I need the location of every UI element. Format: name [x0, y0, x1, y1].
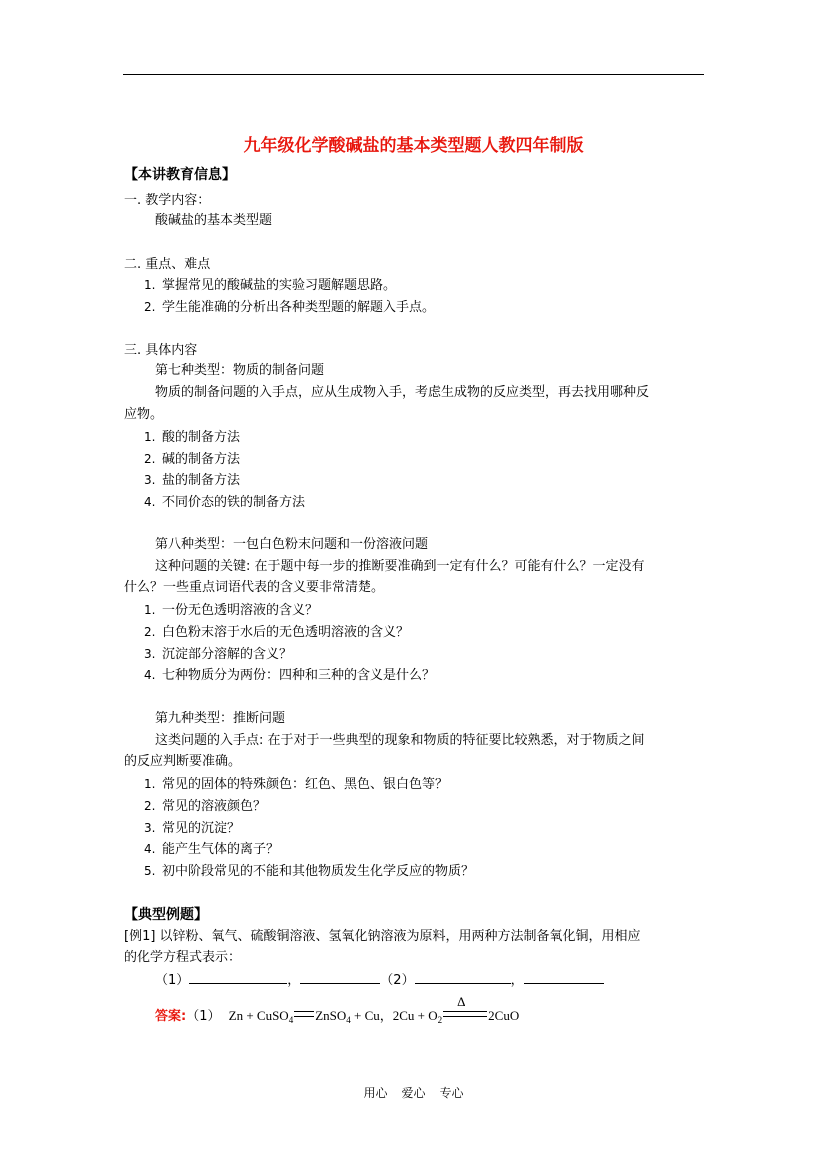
- list-item: 2. 常见的溶液颜色？: [144, 799, 267, 814]
- example1-question: [例1] 以锌粉、氧气、硫酸铜溶液、氢氧化钠溶液为原料，用两种方法制备氧化铜，用相应: [124, 929, 641, 944]
- page-title: 九年级化学酸碱盐的基本类型题人教四年制版: [243, 136, 584, 156]
- type7-para-cont: 应物。: [124, 407, 164, 422]
- type7-para: 物质的制备问题的入手点，应从生成物入手，考虑生成物的反应类型，再去找用哪种反: [155, 385, 650, 400]
- page-footer: [0, 1084, 827, 1101]
- list-item: 2. 碱的制备方法: [144, 452, 241, 467]
- heat-icon: Δ: [457, 994, 466, 1009]
- type7-title: 第七种类型：物质的制备问题: [155, 363, 325, 378]
- list-item: 4. 能产生气体的离子？: [144, 842, 280, 857]
- section2-heading: 二. 重点、难点: [124, 257, 211, 272]
- type8-title: 第八种类型：一包白色粉末问题和一份溶液问题: [155, 537, 429, 552]
- list-item: 3. 常见的沉淀？: [144, 821, 241, 836]
- list-item: 5. 初中阶段常见的不能和其他物质发生化学反应的物质？: [144, 864, 475, 879]
- footer-text: 用心: [363, 1086, 388, 1100]
- info-header: 【本讲教育信息】: [124, 167, 236, 183]
- list-item: 3. 沉淀部分溶解的含义？: [144, 647, 293, 662]
- type9-para: 这类问题的入手点: 在于对于一些典型的现象和物质的特征要比较熟悉，对于物质之间: [155, 733, 645, 748]
- answer-line: 答案:（1） Zn + CuSO$_4$ ZnSO$_4$ + Cu，$2Cu + O_2$ Δ 2CuO: [155, 994, 520, 1025]
- list-item: 4. 不同价态的铁的制备方法: [144, 495, 306, 510]
- list-item: 1. 一份无色透明溶液的含义？: [144, 603, 319, 618]
- list-item: 2. 白色粉末溶于水后的无色透明溶液的含义？: [144, 625, 410, 640]
- answer-blanks: （1） ， （2） ，: [155, 971, 604, 990]
- equals-sign: [294, 1011, 314, 1017]
- list-item: 1. 掌握常见的酸碱盐的实验习题解题思路。: [144, 278, 397, 293]
- list-item: 4. 七种物质分为两份：四种和三种的含义是什么？: [144, 668, 436, 683]
- blank-1[interactable]: [189, 971, 287, 984]
- blank-2[interactable]: [300, 971, 380, 984]
- list-item: 1. 常见的固体的特殊颜色：红色、黑色、银白色等？: [144, 777, 449, 792]
- section3-heading: 三. 具体内容: [124, 343, 198, 358]
- type8-para: 这种问题的关键: 在于题中每一步的推断要准确到一定有什么？可能有什么？一定没有: [155, 559, 645, 574]
- section1-content: 酸碱盐的基本类型题: [155, 213, 273, 228]
- examples-header: 【典型例题】: [124, 907, 208, 923]
- example1-question-cont: 的化学方程式表示：: [124, 950, 242, 965]
- footer-text: 爱心: [401, 1086, 426, 1100]
- blank-4[interactable]: [524, 971, 604, 984]
- blank-3[interactable]: [415, 971, 511, 984]
- answer-label: 答案:: [155, 1009, 187, 1024]
- type9-para-cont: 的反应判断要准确。: [124, 754, 242, 769]
- list-item: 1. 酸的制备方法: [144, 430, 241, 445]
- list-item: 3. 盐的制备方法: [144, 473, 241, 488]
- chemical-equation: Zn + CuSO$_4$ ZnSO$_4$ + Cu，$2Cu + O_2$ Δ 2CuO: [228, 994, 520, 1025]
- list-item: 2. 学生能准确的分析出各种类型题的解题入手点。: [144, 300, 436, 315]
- type8-para-cont: 什么？一些重点词语代表的含义要非常清楚。: [124, 580, 385, 595]
- footer-text: 专心: [439, 1086, 464, 1100]
- section1-heading: 一. 教学内容：: [124, 193, 211, 208]
- type9-title: 第九种类型：推断问题: [155, 711, 286, 726]
- header-rule: [123, 74, 704, 75]
- heat-equals-sign: [443, 994, 487, 1017]
